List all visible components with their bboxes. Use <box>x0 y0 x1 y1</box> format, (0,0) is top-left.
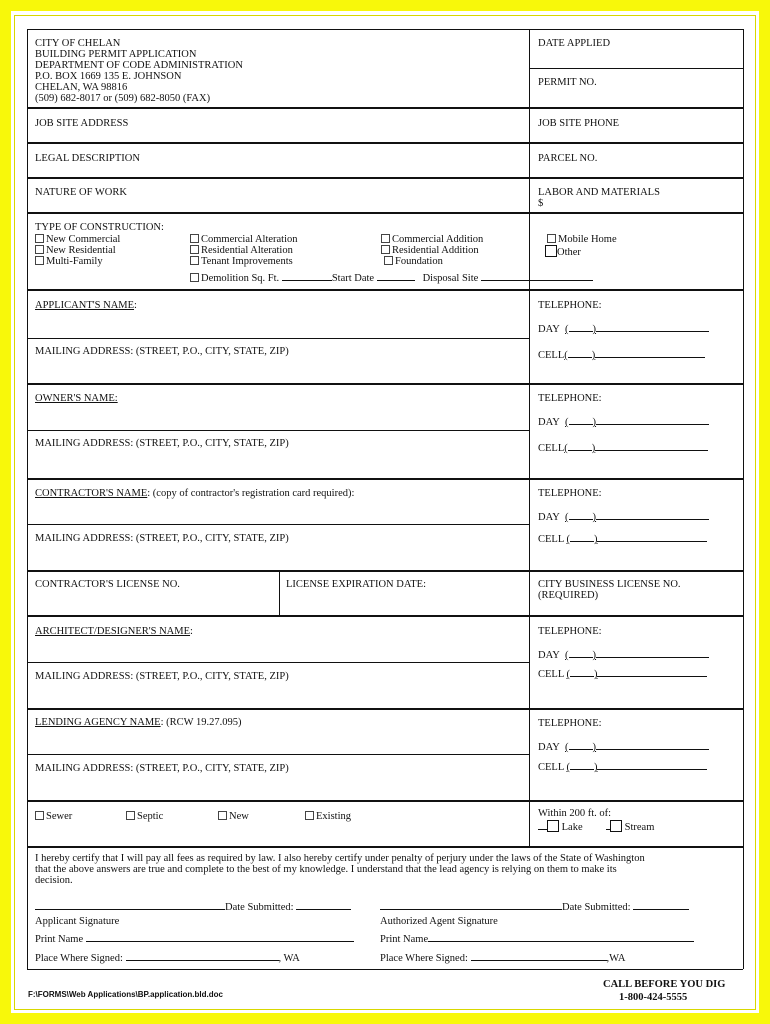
checkbox-icon[interactable] <box>610 820 622 832</box>
owner-mailing-field[interactable]: MAILING ADDRESS: (STREET, P.O., CITY, STATE, ZIP) <box>35 438 289 449</box>
legal-description-field[interactable]: LEGAL DESCRIPTION <box>35 153 140 164</box>
checkbox-foundation[interactable]: Foundation <box>384 256 443 268</box>
dollar-sign: $ <box>538 198 544 209</box>
checkbox-icon[interactable] <box>35 256 44 265</box>
certify-text: I hereby certify that I will pay all fees as required by law. I also hereby certify under penalty of perjury under the laws of the State of Washington <box>35 853 645 864</box>
checkbox-residential-addition[interactable]: Residential Addition <box>381 245 479 257</box>
applicant-signature-label: Applicant Signature <box>35 916 120 927</box>
file-path: F:\FORMS\Web Applications\BP.application.bld.doc <box>28 990 223 999</box>
checkbox-stream[interactable]: Stream <box>606 820 654 834</box>
checkbox-icon[interactable] <box>190 245 199 254</box>
applicant-cell-phone[interactable]: CELL( ) <box>538 348 705 362</box>
permit-no-field[interactable]: PERMIT NO. <box>538 77 597 88</box>
nature-of-work-field[interactable]: NATURE OF WORK <box>35 187 127 198</box>
applicant-name-field[interactable]: APPLICANT'S NAME: <box>35 300 137 311</box>
contractor-name-field[interactable]: CONTRACTOR'S NAME: (copy of contractor's registration card required): <box>35 488 355 499</box>
checkbox-commercial-alteration[interactable]: Commercial Alteration <box>190 234 298 246</box>
certify-text: decision. <box>35 875 73 886</box>
applicant-print-name[interactable]: Print Name <box>35 932 354 946</box>
lending-cell-phone[interactable]: CELL ( ) <box>538 760 707 774</box>
checkbox-icon[interactable] <box>384 256 393 265</box>
demolition-row <box>190 271 593 285</box>
lending-mailing-field[interactable]: MAILING ADDRESS: (STREET, P.O., CITY, STATE, ZIP) <box>35 763 289 774</box>
checkbox-mobile-home[interactable]: Mobile Home <box>547 234 617 246</box>
agent-place-signed[interactable]: Place Where Signed: ,WA <box>380 953 626 964</box>
agent-signature-label: Authorized Agent Signature <box>380 916 498 927</box>
start-date-input[interactable] <box>377 271 415 281</box>
org-line: CITY OF CHELAN <box>35 38 121 49</box>
architect-mailing-field[interactable]: MAILING ADDRESS: (STREET, P.O., CITY, STATE, ZIP) <box>35 671 289 682</box>
checkbox-icon[interactable] <box>218 811 227 820</box>
contractor-cell-phone[interactable]: CELL ( ) <box>538 532 707 546</box>
agent-print-name[interactable]: Print Name <box>380 932 694 946</box>
architect-day-phone[interactable]: DAY ( ) <box>538 648 709 662</box>
org-line: CHELAN, WA 98816 <box>35 82 128 93</box>
checkbox-new[interactable]: New <box>218 811 249 823</box>
org-line: BUILDING PERMIT APPLICATION <box>35 49 197 60</box>
checkbox-icon[interactable] <box>35 811 44 820</box>
checkbox-new-residential[interactable]: New Residential <box>35 245 116 257</box>
business-license-field[interactable]: CITY BUSINESS LICENSE NO. <box>538 579 681 590</box>
checkbox-multi-family[interactable]: Multi-Family <box>35 256 103 268</box>
checkbox-existing[interactable]: Existing <box>305 811 351 823</box>
disposal-site-label: Disposal Site <box>422 273 479 284</box>
checkbox-icon[interactable] <box>547 820 559 832</box>
checkbox-other[interactable]: Other <box>545 245 581 259</box>
owner-name-field[interactable]: OWNER'S NAME: <box>35 393 118 404</box>
business-license-required: (REQUIRED) <box>538 590 599 601</box>
checkbox-icon[interactable] <box>190 234 199 243</box>
org-line: DEPARTMENT OF CODE ADMINISTRATION <box>35 60 243 71</box>
checkbox-sewer[interactable]: Sewer <box>35 811 72 823</box>
contractor-license-field[interactable]: CONTRACTOR'S LICENSE NO. <box>35 579 180 590</box>
checkbox-residential-alteration[interactable]: Residential Alteration <box>190 245 293 257</box>
checkbox-icon[interactable] <box>381 234 390 243</box>
checkbox-icon[interactable] <box>190 256 199 265</box>
date-applied-field[interactable]: DATE APPLIED <box>538 38 611 49</box>
lending-telephone-label: TELEPHONE: <box>538 718 602 729</box>
checkbox-commercial-addition[interactable]: Commercial Addition <box>381 234 483 246</box>
checkbox-icon[interactable] <box>35 234 44 243</box>
demolition-input[interactable] <box>282 271 332 281</box>
within-200ft-label: Within 200 ft. of: <box>538 808 612 819</box>
checkbox-icon[interactable] <box>547 234 556 243</box>
applicant-name-label: APPLICANT'S NAME <box>35 300 135 311</box>
checkbox-icon[interactable] <box>545 245 557 257</box>
contractor-telephone-label: TELEPHONE: <box>538 488 602 499</box>
org-line: (509) 682-8017 or (509) 682-8050 (FAX) <box>35 93 211 104</box>
applicant-signature-line[interactable]: Date Submitted: <box>35 900 351 914</box>
checkbox-icon[interactable] <box>126 811 135 820</box>
disposal-site-input[interactable] <box>481 271 593 281</box>
applicant-telephone-label: TELEPHONE: <box>538 300 602 311</box>
owner-telephone-label: TELEPHONE: <box>538 393 602 404</box>
contractor-day-phone[interactable]: DAY ( ) <box>538 510 709 524</box>
architect-cell-phone[interactable]: CELL ( ) <box>538 667 707 681</box>
checkbox-icon[interactable] <box>35 245 44 254</box>
checkbox-lake[interactable]: Lake <box>538 820 583 834</box>
job-site-phone-field[interactable]: JOB SITE PHONE <box>538 118 620 129</box>
demolition-label: Demolition Sq. Ft. <box>201 273 280 284</box>
parcel-no-field[interactable]: PARCEL NO. <box>538 153 598 164</box>
call-before-you-dig: CALL BEFORE YOU DIG <box>603 979 726 990</box>
applicant-place-signed[interactable]: Place Where Signed: , WA <box>35 953 300 964</box>
dig-phone-number: 1-800-424-5555 <box>619 992 688 1003</box>
contractor-mailing-field[interactable]: MAILING ADDRESS: (STREET, P.O., CITY, STATE, ZIP) <box>35 533 289 544</box>
owner-day-phone[interactable]: DAY ( ) <box>538 415 709 429</box>
lending-agency-field[interactable]: LENDING AGENCY NAME: (RCW 19.27.095) <box>35 717 242 728</box>
org-line: P.O. BOX 1669 135 E. JOHNSON <box>35 71 182 82</box>
construction-title: TYPE OF CONSTRUCTION: <box>35 222 164 233</box>
applicant-day-phone[interactable]: DAY ( ) <box>538 322 709 336</box>
checkbox-icon[interactable] <box>305 811 314 820</box>
owner-cell-phone[interactable]: CELL( ) <box>538 441 708 455</box>
checkbox-septic[interactable]: Septic <box>126 811 163 823</box>
checkbox-new-commercial[interactable]: New Commercial <box>35 234 120 246</box>
job-site-address-field[interactable]: JOB SITE ADDRESS <box>35 118 129 129</box>
architect-telephone-label: TELEPHONE: <box>538 626 602 637</box>
lending-day-phone[interactable]: DAY ( ) <box>538 740 709 754</box>
architect-name-field[interactable]: ARCHITECT/DESIGNER'S NAME: <box>35 626 193 637</box>
labor-materials-field[interactable]: LABOR AND MATERIALS <box>538 187 660 198</box>
checkbox-icon[interactable] <box>190 273 199 282</box>
certify-text: that the above answers are true and complete to the best of my knowledge. I understand that the lead agency is relying on them to make its <box>35 864 617 875</box>
agent-signature-line[interactable]: Date Submitted: <box>380 900 689 914</box>
start-date-label: Start Date <box>331 273 375 284</box>
applicant-mailing-field[interactable]: MAILING ADDRESS: (STREET, P.O., CITY, STATE, ZIP) <box>35 346 289 357</box>
license-expiration-field[interactable]: LICENSE EXPIRATION DATE: <box>286 579 426 590</box>
checkbox-tenant-improvements[interactable]: Tenant Improvements <box>190 256 293 268</box>
checkbox-icon[interactable] <box>381 245 390 254</box>
